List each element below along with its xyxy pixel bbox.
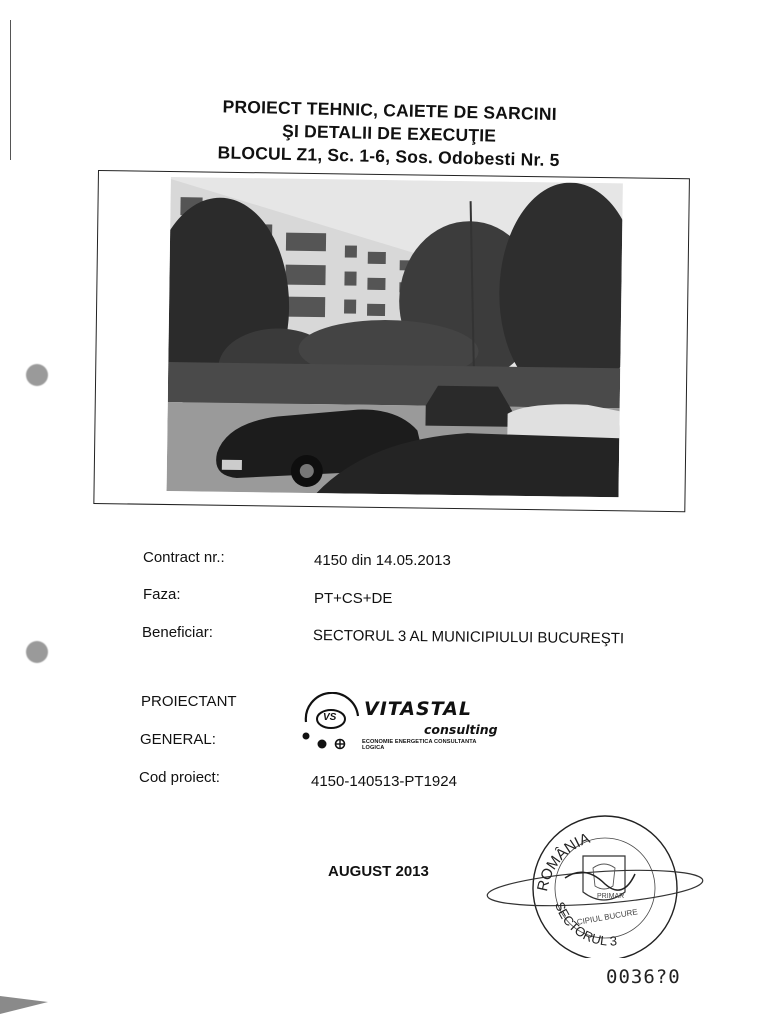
building-photo: [167, 177, 623, 497]
stamp-partial-text: CIPIUL BUCURE: [576, 907, 639, 927]
proiectant-label-1: PROIECTANT: [141, 693, 237, 710]
document-number: 0036?0: [606, 966, 681, 988]
beneficiar-value: SECTORUL 3 AL MUNICIPIULUI BUCUREŞTI: [312, 627, 625, 648]
beneficiar-label: Beneficiar:: [142, 624, 213, 641]
punch-hole-bottom: [26, 641, 48, 663]
punch-hole-top: [26, 364, 48, 386]
vitastal-logo: [300, 692, 500, 754]
faza-value: PT+CS+DE: [314, 590, 393, 607]
scan-corner-mark: [0, 996, 48, 1014]
cod-value: 4150-140513-PT1924: [311, 773, 457, 790]
stamp-inner-text: PRIMAR: [597, 893, 625, 900]
proiectant-label-2: GENERAL:: [140, 731, 216, 748]
logo-name: VITASTAL: [364, 698, 472, 720]
building-photo-drawing: [167, 177, 623, 497]
title-line-2: ŞI DETALII DE EXECUŢIE: [281, 120, 497, 146]
logo-tagline: ECONOMIE ENERGETICA CONSULTANTA LOGICA: [362, 739, 477, 751]
cod-label: Cod proiect:: [139, 769, 220, 786]
photo-frame: [93, 170, 690, 512]
document-date: AUGUST 2013: [328, 863, 429, 880]
contract-value: 4150 din 14.05.2013: [314, 552, 451, 569]
logo-subtitle: consulting: [424, 722, 498, 737]
official-stamp: [485, 808, 705, 958]
title-line-1: PROIECT TEHNIC, CAIETE DE SARCINI: [222, 96, 558, 125]
page-edge-line: [10, 20, 11, 160]
contract-label: Contract nr.:: [143, 549, 225, 566]
stamp-top-text: ROMÂNIA: [534, 829, 593, 893]
faza-label: Faza:: [143, 586, 181, 603]
stamp-bottom-text: SECTORUL 3: [552, 899, 618, 949]
logo-badge-text: VS: [323, 712, 337, 723]
title-line-3: BLOCUL Z1, Sc. 1-6, Sos. Odobesti Nr. 5: [217, 142, 560, 171]
title-block: [158, 94, 619, 173]
